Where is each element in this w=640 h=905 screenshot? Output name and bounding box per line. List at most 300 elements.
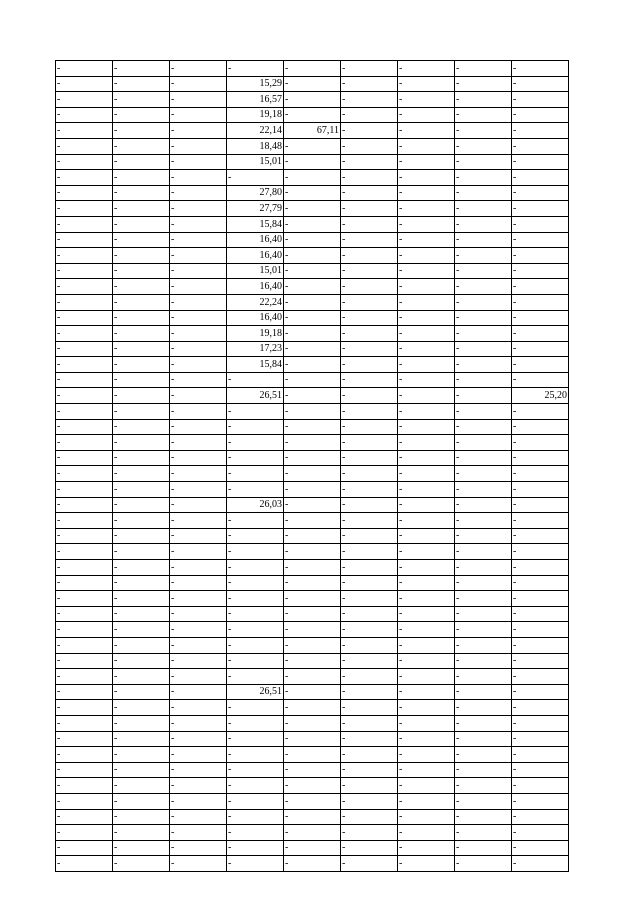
table-cell: -: [284, 497, 341, 513]
table-cell: -: [398, 216, 455, 232]
table-cell: -: [113, 856, 170, 872]
table-cell: -: [455, 575, 512, 591]
table-cell: 22,24: [227, 294, 284, 310]
table-cell: -: [512, 170, 569, 186]
table-cell: -: [341, 326, 398, 342]
table-cell: -: [113, 700, 170, 716]
table-cell: -: [284, 294, 341, 310]
table-cell: -: [284, 637, 341, 653]
table-cell: -: [170, 326, 227, 342]
table-cell: -: [341, 435, 398, 451]
table-cell: -: [341, 575, 398, 591]
table-cell: -: [284, 606, 341, 622]
table-cell: -: [113, 92, 170, 108]
table-cell: -: [170, 653, 227, 669]
table-cell: -: [56, 793, 113, 809]
table-cell: -: [398, 653, 455, 669]
table-cell: -: [455, 61, 512, 77]
table-cell: -: [113, 513, 170, 529]
table-cell: -: [341, 279, 398, 295]
table-cell: -: [227, 513, 284, 529]
table-cell: -: [113, 279, 170, 295]
table-cell: -: [227, 622, 284, 638]
table-cell: -: [227, 747, 284, 763]
data-table-body: [56, 61, 569, 872]
table-cell: -: [284, 435, 341, 451]
table-cell: -: [455, 513, 512, 529]
table-row: [56, 637, 569, 653]
table-cell: -: [398, 513, 455, 529]
table-cell: -: [284, 793, 341, 809]
table-cell: -: [455, 482, 512, 498]
table-cell: -: [284, 310, 341, 326]
table-cell: -: [284, 528, 341, 544]
table-cell: -: [398, 232, 455, 248]
table-cell: -: [170, 185, 227, 201]
table-cell: -: [56, 201, 113, 217]
table-cell: -: [56, 825, 113, 841]
table-cell: -: [170, 513, 227, 529]
table-cell: -: [455, 419, 512, 435]
table-cell: -: [512, 450, 569, 466]
table-cell: -: [398, 747, 455, 763]
table-cell: -: [341, 450, 398, 466]
table-cell: -: [341, 61, 398, 77]
table-cell: -: [284, 653, 341, 669]
table-cell: -: [56, 622, 113, 638]
table-cell: -: [341, 715, 398, 731]
table-row: [56, 216, 569, 232]
table-cell: -: [113, 232, 170, 248]
table-cell: -: [512, 591, 569, 607]
table-cell: -: [512, 622, 569, 638]
table-cell: -: [455, 856, 512, 872]
table-cell: -: [455, 388, 512, 404]
table-cell: -: [284, 216, 341, 232]
table-row: [56, 684, 569, 700]
table-cell: -: [284, 76, 341, 92]
table-cell: -: [113, 731, 170, 747]
data-table: [55, 60, 569, 872]
table-cell: -: [455, 497, 512, 513]
table-cell: -: [170, 61, 227, 77]
table-cell: -: [512, 825, 569, 841]
table-row: [56, 388, 569, 404]
table-cell: -: [512, 123, 569, 139]
table-cell: 15,01: [227, 263, 284, 279]
table-cell: -: [56, 731, 113, 747]
table-cell: -: [455, 326, 512, 342]
table-cell: -: [455, 294, 512, 310]
table-cell: -: [56, 170, 113, 186]
table-row: [56, 372, 569, 388]
table-cell: -: [284, 622, 341, 638]
table-cell: -: [398, 404, 455, 420]
table-cell: -: [398, 606, 455, 622]
table-cell: -: [227, 606, 284, 622]
table-cell: -: [455, 107, 512, 123]
table-cell: -: [170, 715, 227, 731]
table-cell: -: [398, 497, 455, 513]
table-cell: -: [341, 341, 398, 357]
table-cell: -: [455, 279, 512, 295]
table-cell: -: [341, 825, 398, 841]
table-cell: -: [398, 762, 455, 778]
table-cell: -: [398, 560, 455, 576]
table-cell: -: [341, 201, 398, 217]
table-cell: -: [341, 263, 398, 279]
table-cell: -: [227, 793, 284, 809]
table-cell: -: [113, 684, 170, 700]
table-cell: -: [227, 575, 284, 591]
table-cell: -: [398, 92, 455, 108]
table-cell: -: [512, 715, 569, 731]
table-row: [56, 575, 569, 591]
table-cell: -: [170, 138, 227, 154]
table-cell: -: [284, 326, 341, 342]
table-row: [56, 809, 569, 825]
table-cell: -: [512, 778, 569, 794]
table-cell: -: [170, 809, 227, 825]
table-cell: -: [341, 747, 398, 763]
table-cell: -: [227, 856, 284, 872]
table-cell: -: [512, 653, 569, 669]
table-cell: -: [398, 466, 455, 482]
table-cell: -: [512, 232, 569, 248]
table-cell: -: [170, 528, 227, 544]
table-cell: -: [455, 357, 512, 373]
table-cell: -: [398, 388, 455, 404]
table-cell: -: [56, 92, 113, 108]
table-cell: -: [512, 575, 569, 591]
table-cell: -: [341, 138, 398, 154]
table-cell: -: [398, 154, 455, 170]
table-cell: -: [170, 669, 227, 685]
table-cell: -: [56, 778, 113, 794]
table-cell: -: [455, 170, 512, 186]
table-cell: -: [227, 170, 284, 186]
table-cell: -: [341, 653, 398, 669]
table-cell: -: [341, 294, 398, 310]
table-cell: -: [398, 731, 455, 747]
table-cell: -: [170, 731, 227, 747]
table-cell: -: [341, 154, 398, 170]
table-cell: -: [284, 747, 341, 763]
table-cell: -: [170, 466, 227, 482]
table-cell: -: [284, 232, 341, 248]
table-row: [56, 700, 569, 716]
table-cell: -: [170, 606, 227, 622]
table-cell: -: [113, 388, 170, 404]
table-cell: -: [512, 263, 569, 279]
table-row: [56, 326, 569, 342]
table-cell: -: [56, 482, 113, 498]
table-cell: -: [56, 606, 113, 622]
table-cell: -: [170, 92, 227, 108]
table-cell: -: [113, 310, 170, 326]
table-cell: -: [455, 263, 512, 279]
table-cell: -: [512, 684, 569, 700]
table-row: [56, 560, 569, 576]
table-cell: -: [512, 700, 569, 716]
table-row: [56, 92, 569, 108]
table-cell: -: [170, 840, 227, 856]
table-cell: -: [170, 310, 227, 326]
table-cell: -: [284, 107, 341, 123]
table-row: [56, 715, 569, 731]
table-cell: -: [113, 497, 170, 513]
table-cell: -: [284, 388, 341, 404]
table-cell: -: [512, 793, 569, 809]
table-cell: -: [113, 762, 170, 778]
table-cell: -: [455, 450, 512, 466]
table-cell: -: [341, 840, 398, 856]
table-cell: -: [113, 201, 170, 217]
table-cell: 16,57: [227, 92, 284, 108]
table-cell: -: [341, 185, 398, 201]
table-row: [56, 107, 569, 123]
table-cell: -: [56, 684, 113, 700]
table-cell: -: [170, 388, 227, 404]
table-cell: -: [398, 419, 455, 435]
table-cell: -: [455, 560, 512, 576]
table-cell: -: [284, 404, 341, 420]
table-cell: -: [113, 560, 170, 576]
table-cell: -: [512, 466, 569, 482]
table-cell: -: [56, 357, 113, 373]
table-cell: -: [398, 669, 455, 685]
table-cell: -: [56, 248, 113, 264]
table-cell: -: [398, 544, 455, 560]
table-cell: -: [341, 809, 398, 825]
table-cell: -: [227, 482, 284, 498]
table-cell: -: [512, 248, 569, 264]
table-cell: -: [455, 622, 512, 638]
table-cell: -: [56, 809, 113, 825]
table-cell: -: [113, 435, 170, 451]
table-cell: 17,23: [227, 341, 284, 357]
table-cell: -: [284, 154, 341, 170]
table-cell: -: [284, 513, 341, 529]
table-cell: -: [512, 482, 569, 498]
table-cell: -: [341, 388, 398, 404]
table-cell: -: [455, 778, 512, 794]
table-row: [56, 606, 569, 622]
table-cell: -: [113, 591, 170, 607]
table-row: [56, 591, 569, 607]
table-cell: -: [455, 840, 512, 856]
table-cell: -: [512, 419, 569, 435]
table-cell: -: [341, 622, 398, 638]
table-row: [56, 747, 569, 763]
table-cell: -: [227, 450, 284, 466]
table-cell: -: [56, 107, 113, 123]
table-cell: -: [341, 123, 398, 139]
table-cell: -: [227, 669, 284, 685]
table-cell: -: [227, 544, 284, 560]
table-cell: -: [170, 357, 227, 373]
table-cell: -: [512, 762, 569, 778]
table-cell: -: [170, 762, 227, 778]
table-cell: -: [170, 404, 227, 420]
table-cell: -: [113, 747, 170, 763]
table-cell: -: [284, 778, 341, 794]
table-cell: 15,29: [227, 76, 284, 92]
table-cell: -: [56, 715, 113, 731]
table-cell: 19,18: [227, 107, 284, 123]
table-cell: -: [341, 76, 398, 92]
table-cell: -: [227, 528, 284, 544]
table-cell: -: [113, 606, 170, 622]
table-cell: -: [455, 310, 512, 326]
table-cell: -: [56, 294, 113, 310]
table-cell: -: [170, 154, 227, 170]
table-cell: -: [341, 372, 398, 388]
table-cell: -: [398, 528, 455, 544]
table-row: [56, 185, 569, 201]
table-cell: -: [455, 637, 512, 653]
table-cell: -: [455, 653, 512, 669]
table-cell: -: [227, 762, 284, 778]
table-cell: 25,20: [512, 388, 569, 404]
table-cell: -: [56, 840, 113, 856]
table-cell: -: [113, 263, 170, 279]
table-cell: -: [341, 684, 398, 700]
table-cell: -: [284, 809, 341, 825]
table-cell: -: [113, 840, 170, 856]
table-row: [56, 419, 569, 435]
table-cell: -: [113, 170, 170, 186]
table-cell: 15,84: [227, 216, 284, 232]
table-cell: 26,03: [227, 497, 284, 513]
table-row: [56, 731, 569, 747]
table-cell: -: [398, 326, 455, 342]
table-cell: -: [113, 404, 170, 420]
table-row: [56, 170, 569, 186]
table-cell: -: [455, 341, 512, 357]
table-cell: -: [512, 216, 569, 232]
table-cell: -: [455, 372, 512, 388]
table-cell: -: [284, 201, 341, 217]
table-cell: -: [341, 357, 398, 373]
table-cell: -: [341, 216, 398, 232]
table-cell: -: [341, 560, 398, 576]
table-cell: -: [170, 248, 227, 264]
table-cell: -: [56, 450, 113, 466]
table-cell: -: [512, 107, 569, 123]
table-cell: -: [512, 357, 569, 373]
table-cell: -: [284, 170, 341, 186]
table-cell: -: [113, 528, 170, 544]
table-cell: -: [170, 591, 227, 607]
table-cell: -: [398, 341, 455, 357]
table-cell: -: [56, 216, 113, 232]
table-cell: -: [512, 669, 569, 685]
table-cell: 15,01: [227, 154, 284, 170]
table-cell: -: [113, 357, 170, 373]
table-cell: -: [455, 762, 512, 778]
table-cell: -: [512, 76, 569, 92]
table-cell: -: [455, 154, 512, 170]
table-cell: -: [170, 107, 227, 123]
table-cell: -: [512, 372, 569, 388]
table-cell: -: [512, 809, 569, 825]
table-cell: -: [341, 544, 398, 560]
table-cell: -: [284, 372, 341, 388]
table-cell: -: [56, 154, 113, 170]
table-cell: -: [455, 700, 512, 716]
table-row: [56, 622, 569, 638]
table-cell: -: [284, 450, 341, 466]
table-cell: -: [56, 388, 113, 404]
table-cell: -: [227, 778, 284, 794]
table-cell: -: [512, 61, 569, 77]
table-cell: -: [170, 747, 227, 763]
table-cell: -: [398, 107, 455, 123]
table-cell: -: [170, 279, 227, 295]
table-cell: -: [512, 497, 569, 513]
table-cell: -: [455, 76, 512, 92]
table-cell: -: [56, 76, 113, 92]
table-cell: -: [341, 700, 398, 716]
table-cell: -: [455, 138, 512, 154]
table-cell: -: [56, 762, 113, 778]
table-cell: -: [341, 856, 398, 872]
table-cell: -: [170, 123, 227, 139]
table-cell: -: [56, 404, 113, 420]
table-row: [56, 450, 569, 466]
table-cell: -: [170, 232, 227, 248]
table-row: [56, 497, 569, 513]
table-cell: -: [170, 560, 227, 576]
table-cell: -: [512, 637, 569, 653]
table-row: [56, 154, 569, 170]
table-cell: -: [341, 528, 398, 544]
table-cell: -: [284, 357, 341, 373]
table-cell: -: [170, 419, 227, 435]
table-cell: -: [113, 575, 170, 591]
table-cell: 16,40: [227, 310, 284, 326]
table-cell: -: [398, 310, 455, 326]
table-cell: 26,51: [227, 684, 284, 700]
table-cell: -: [341, 482, 398, 498]
table-cell: -: [284, 138, 341, 154]
table-cell: -: [512, 856, 569, 872]
table-cell: -: [56, 497, 113, 513]
table-cell: -: [512, 201, 569, 217]
table-cell: -: [227, 700, 284, 716]
table-cell: -: [512, 326, 569, 342]
table-cell: -: [56, 669, 113, 685]
table-row: [56, 138, 569, 154]
table-cell: -: [455, 591, 512, 607]
table-cell: -: [398, 482, 455, 498]
table-cell: -: [170, 544, 227, 560]
table-cell: -: [512, 154, 569, 170]
table-cell: -: [284, 544, 341, 560]
table-cell: -: [113, 793, 170, 809]
table-cell: -: [56, 138, 113, 154]
table-cell: -: [455, 731, 512, 747]
table-cell: -: [398, 138, 455, 154]
table-cell: -: [113, 715, 170, 731]
table-cell: -: [113, 216, 170, 232]
table-cell: -: [341, 466, 398, 482]
table-cell: -: [398, 263, 455, 279]
table-cell: -: [284, 185, 341, 201]
table-cell: -: [113, 138, 170, 154]
table-cell: -: [56, 700, 113, 716]
